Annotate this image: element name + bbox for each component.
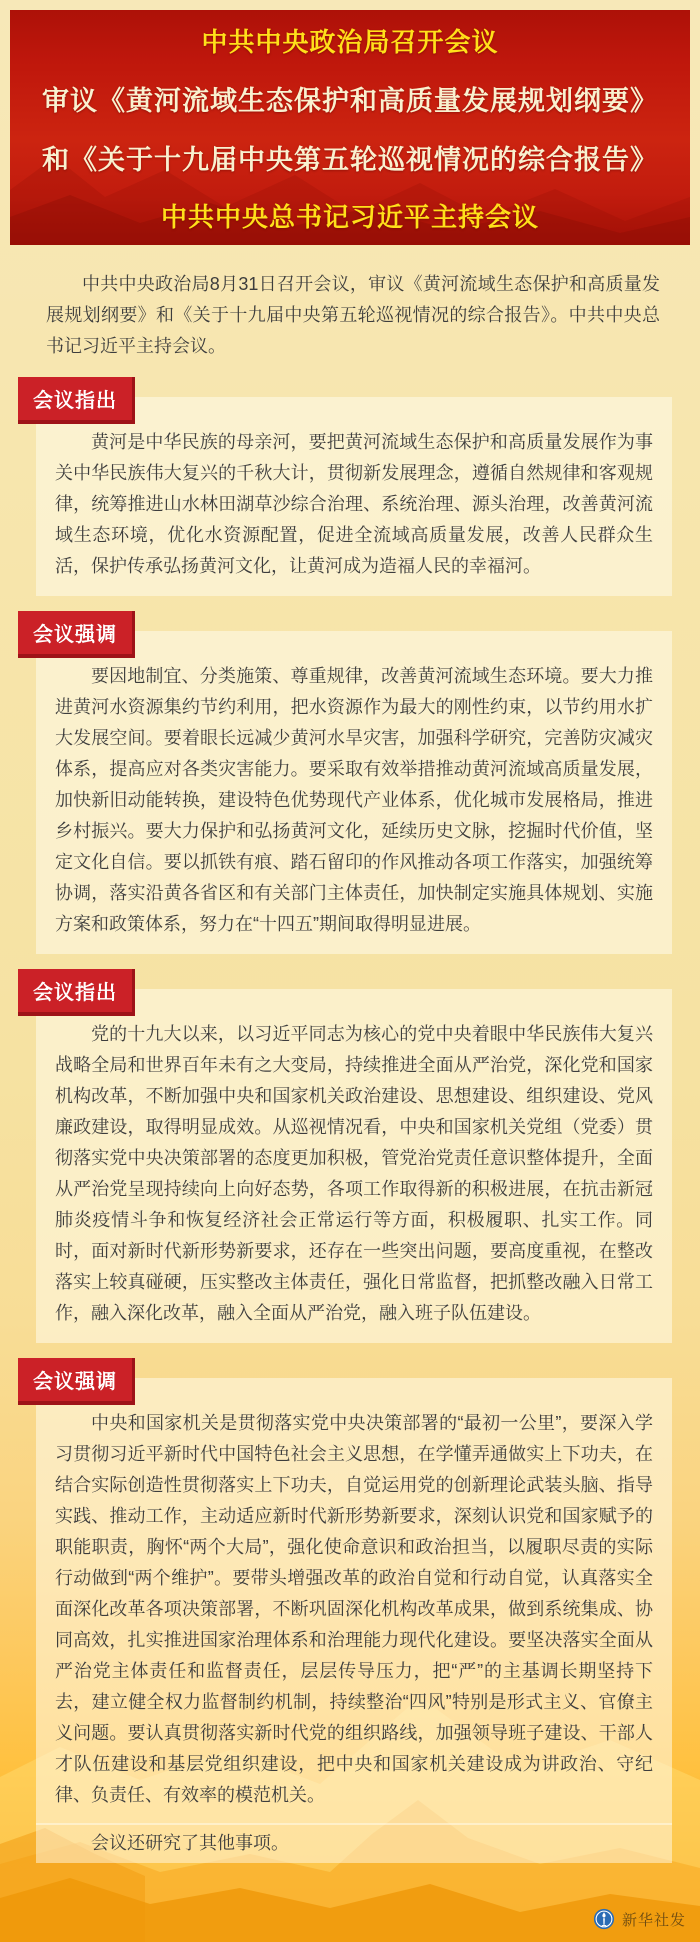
section-1-badge: 会议指出	[18, 377, 135, 424]
intro-paragraph: 中共中央政治局8月31日召开会议，审议《黄河流域生态保护和高质量发展规划纲要》和《关于十九届中央第五轮巡视情况的综合报告》。中共中央总书记习近平主持会议。	[46, 274, 660, 356]
section-4	[0, 1358, 700, 1825]
section-1	[0, 377, 700, 596]
section-2-box	[36, 631, 672, 954]
header-banner	[10, 10, 690, 245]
headline-line-4: 中共中央总书记习近平主持会议	[160, 201, 539, 232]
xinhua-logo-icon	[593, 1908, 615, 1930]
footer-credit	[593, 1908, 686, 1930]
section-2-paragraph: 要因地制宜、分类施策、尊重规律，改善黄河流域生态环境。要大力推进黄河水资源集约节约利用，把水资源作为最大的刚性约束，以节约用水扩大发展空间。要着眼长远减少黄河水旱灾害，加强科学研究，完善防灾减灾体系，提高应对各类灾害能力。要采取有效举措推动黄河流域高质量发展，加快新旧动能转换，建设特色优势现代产业体系，优化城市发展格局，推进乡村振兴。要大力保护和弘扬黄河文化，延续历史文脉，挖掘时代价值，坚定文化自信。要以抓铁有痕、踏石留印的作风推动各项工作落实，加强统筹协调，落实沿黄各省区和有关部门主体责任，加快制定实施具体规划、实施方案和政策体系，努力在“十四五”期间取得明显进展。	[55, 666, 653, 934]
section-3-box	[36, 989, 672, 1343]
section-2	[0, 611, 700, 954]
headline-line-1: 中共中央政治局召开会议	[201, 26, 499, 57]
section-1-box	[36, 397, 672, 596]
section-4-badge: 会议强调	[18, 1358, 135, 1405]
section-4-paragraph: 中央和国家机关是贯彻落实党中央决策部署的“最初一公里”，要深入学习贯彻习近平新时代中国特色社会主义思想，在学懂弄通做实上下功夫，在结合实际创造性贯彻落实上下功夫，自觉运用党的创新理论武装头脑、指导实践、推动工作，主动适应新时代新形势新要求，深刻认识党和国家赋予的职能职责，胸怀“两个大局”，强化使命意识和政治担当，以履职尽责的实际行动做到“两个维护”。要带头增强改革的政治自觉和行动自觉，认真落实全面深化改革各项决策部署，不断巩固深化机构改革成果，做到系统集成、协同高效，扎实推进国家治理体系和治理能力现代化建设。要坚决落实全面从严治党主体责任和监督责任，层层传导压力，把“严”的主基调长期坚持下去，建立健全权力监督制约机制，持续整治“四风”特别是形式主义、官僚主义问题。要认真贯彻落实新时代党的组织路线，加强领导班子建设、干部人才队伍建设和基层党组织建设，把中央和国家机关建设成为讲政治、守纪律、负责任、有效率的模范机关。	[55, 1413, 653, 1805]
closing-note: 会议还研究了其他事项。	[36, 1823, 672, 1863]
credit-text: 新华社发	[621, 1911, 686, 1929]
section-3-paragraph: 党的十九大以来，以习近平同志为核心的党中央着眼中华民族伟大复兴战略全局和世界百年未有之大变局，持续推进全面从严治党，深化党和国家机构改革，不断加强中央和国家机关政治建设、思想建设、组织建设、党风廉政建设，取得明显成效。从巡视情况看，中央和国家机关党组（党委）贯彻落实党中央决策部署的态度更加积极，管党治党责任意识整体提升，全面从严治党呈现持续向上向好态势，各项工作取得新的积极进展，在抗击新冠肺炎疫情斗争和恢复经济社会正常运行等方面，积极履职、扎实工作。同时，面对新时代新形势新要求，还存在一些突出问题，要高度重视，在整改落实上较真碰硬，压实整改主体责任，强化日常监督，把抓整改融入日常工作，融入深化改革，融入全面从严治党，融入班子队伍建设。	[55, 1024, 653, 1323]
headline-line-3: 和《关于十九届中央第五轮巡视情况的综合报告》	[42, 144, 658, 175]
headline-line-2: 审议《黄河流域生态保护和高质量发展规划纲要》	[42, 85, 658, 116]
section-1-paragraph: 黄河是中华民族的母亲河，要把黄河流域生态保护和高质量发展作为事关中华民族伟大复兴的千秋大计，贯彻新发展理念，遵循自然规律和客观规律，统筹推进山水林田湖草沙综合治理、系统治理、源头治理，改善黄河流域生态环境，优化水资源配置，促进全流域高质量发展，改善人民群众生活，保护传承弘扬黄河文化，让黄河成为造福人民的幸福河。	[55, 432, 653, 576]
section-4-box	[36, 1378, 672, 1825]
section-2-badge: 会议强调	[18, 611, 135, 658]
section-3	[0, 969, 700, 1343]
section-3-badge: 会议指出	[18, 969, 135, 1016]
